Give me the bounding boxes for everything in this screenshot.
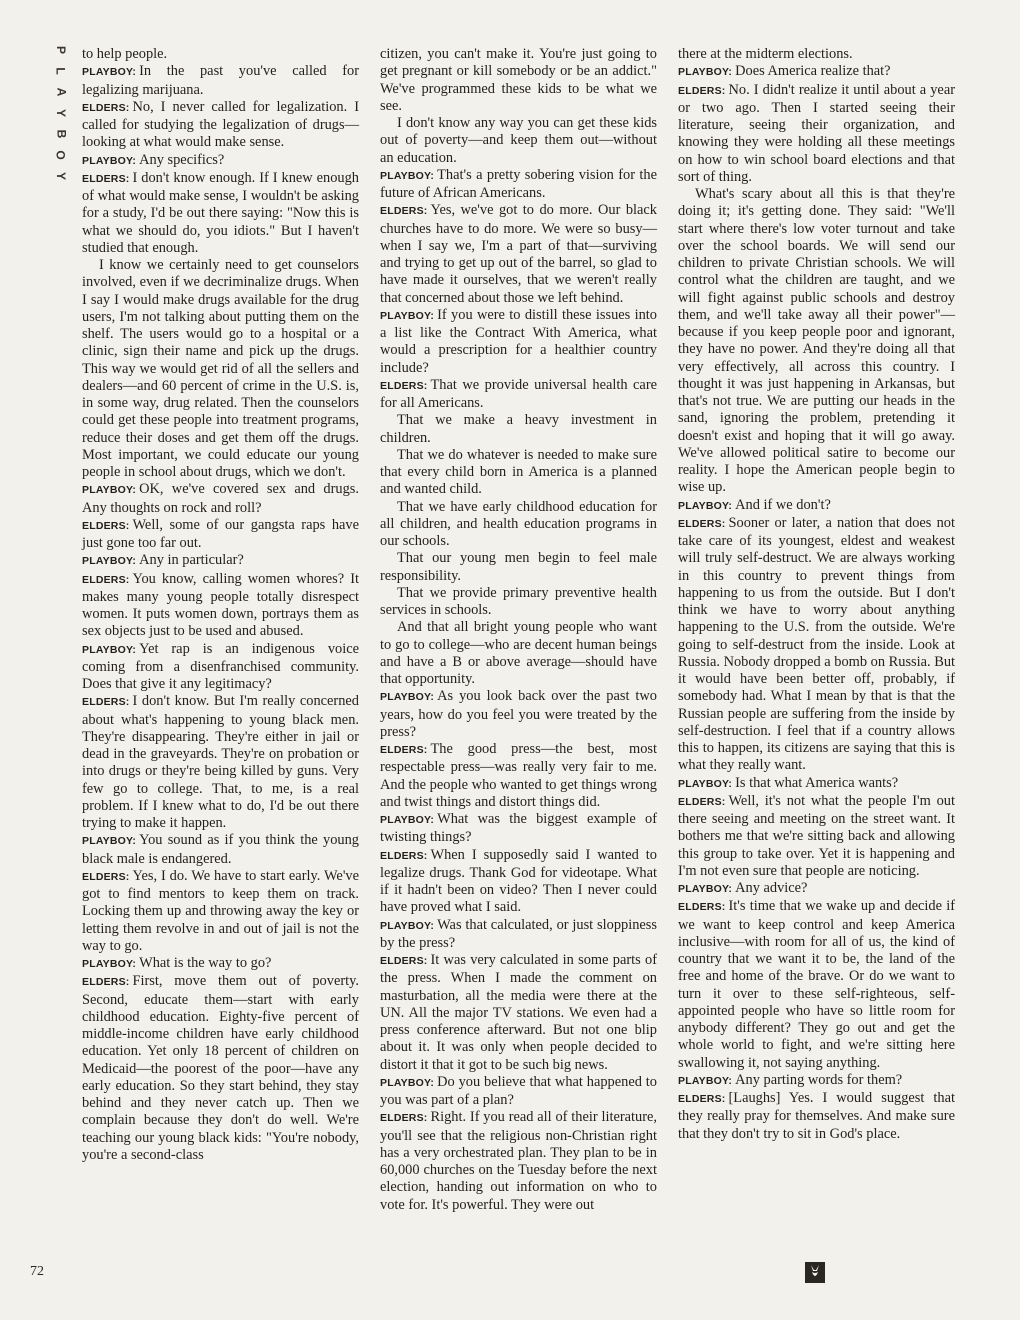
paragraph-text: [Laughs] Yes. I would suggest that they really pray for themselves. And make sure that they don't try to sit in God's place. (678, 1090, 955, 1142)
paragraph (380, 115, 657, 167)
paragraph (380, 447, 657, 499)
magazine-letter: L (54, 67, 68, 75)
speaker-label: PLAYBOY: (678, 777, 733, 790)
paragraph-text: Any specifics? (139, 151, 225, 168)
paragraph-text: That we do whatever is needed to make sure that every child born in America is a planned and wanted child. (380, 446, 657, 498)
paragraph (678, 898, 955, 1072)
paragraph (82, 99, 359, 152)
paragraph-text: No, I never called for legalization. I called for studying the legalization of drugs—looking at what would make sense. (82, 98, 359, 151)
paragraph (82, 571, 359, 641)
speaker-label: PLAYBOY: (82, 154, 137, 167)
paragraph (380, 499, 657, 551)
paragraph-text: there at the midterm elections. (678, 46, 853, 62)
paragraph-text: I know we certainly need to get counselors involved, even if we decriminalize drugs. When I say I would make drugs available for the drug users, I'm not talking about putting them on the shelf. The users would go to a hospital or a clinic, sign their name and pick up the drugs. This way we would get rid of all the sellers and dealers—and 60 percent of crime in the U.S. is, in some way, drug related. Then the counselors could get these people into treatment programs, reduce their doses and get them off the drugs. Most important, we could educate our young people in school about drugs, which we don't. (82, 257, 359, 480)
paragraph (82, 552, 359, 570)
speaker-label: PLAYBOY: (678, 499, 733, 512)
paragraph-text: You know, calling women whores? It makes many young people totally disrespect women. It puts women down, portrays them as sex objects just to be used and abused. (82, 570, 359, 640)
paragraph-text: I don't know enough. If I knew enough of what would make sense, I wouldn't be asking for a study, I'd be out there saying: "Now this is what we should do, you idiots." But I haven't studied that enough. (82, 169, 359, 256)
paragraph-text: What is the way to go? (139, 955, 272, 971)
speaker-label: ELDERS: (82, 172, 130, 185)
paragraph-text: to help people. (82, 46, 168, 62)
paragraph-text: The good press—the best, most respectable press—was really very fair to me. And the people who wanted to get things wrong and twist things and distort things did. (380, 741, 657, 810)
paragraph-text: If you were to distill these issues into a list like the Contract With America, what would a prescription for a healthier country include? (380, 306, 657, 376)
paragraph-text: Any in particular? (139, 552, 244, 569)
speaker-label: ELDERS: (380, 849, 428, 862)
paragraph-text: Is that what America wants? (735, 774, 899, 791)
speaker-label: PLAYBOY: (82, 555, 137, 568)
paragraph-text: Yes, I do. We have to start early. We've got to find mentors to keep them on track. Locking them up and throwing away the key or letting them revolve in and out of jail is not the way to go. (82, 867, 359, 954)
paragraph (380, 847, 657, 917)
paragraph (82, 152, 359, 170)
paragraph (380, 550, 657, 585)
magazine-letter: P (53, 45, 68, 55)
paragraph-text: That our young men begin to feel male responsibility. (380, 550, 657, 584)
paragraph-text: Sooner or later, a nation that does not take care of its youngest, eldest and weakest will truly self-destruct. We are always working in this country to prevent things from happening to us from the outside. But I don't think we have to worry about anything happening to the U.S. from the outside. We're going to self-destruct from the inside. Look at Russia. Nobody dropped a bomb on Russia. But it would have been better off, probably, if somebody had. What I mean by that is that the Russian people are suffering from the inside by self-destruction. I feel that if a country allows this to happen, its citizens are saying that this is what they really want. (678, 514, 956, 774)
paragraph (380, 412, 657, 447)
paragraph-text: When I supposedly said I wanted to legalize drugs. Thank God for videotape. What if it hadn't been on video? Then I never could have proved what I said. (380, 846, 657, 916)
speaker-label: ELDERS: (82, 573, 130, 586)
speaker-label: PLAYBOY: (82, 835, 137, 848)
speaker-label: PLAYBOY: (678, 883, 733, 895)
paragraph-text: What's scary about all this is that they're doing it; it's getting done. They said: "We'll start where there's low voter turnout and take over the school boards. We will send our children to private Christian schools. We will control what the children are taught, and we will fight against public schools and destroy them, and we'll take away all their power"—because if you keep people poor and ignorant, they have no power. And they're doing all that very effectively, all across this country. I thought it was just happening in Arkansas, but that's not true. We are putting our heads in the sand, ignoring the problem, pretending it doesn't exist and hoping that it will go away. We've allowed political satire to become our reality. I hope the American people begin to wise up. (678, 186, 955, 496)
speaker-label: PLAYBOY: (380, 691, 435, 704)
paragraph-text: And if we don't? (735, 496, 831, 513)
page-number: 72 (30, 1264, 44, 1279)
paragraph (380, 46, 657, 115)
paragraph-text: It's time that we wake up and decide if we want to keep control and keep America inclusive—with room for all of us, the kind of country that we want it to be, the land of the free and home of the brave. Or do we want to turn it over to these self-righteous, self-appointed people who have so little room for anybody different? They go out and get the whole world to fight, and we're sitting here swallowing it, not saying anything. (678, 898, 955, 1071)
paragraph-text: Do you believe that what happened to you was part of a plan? (380, 1073, 657, 1108)
paragraph-text: I don't know any way you can get these kids out of poverty—and keep them out—without an education. (380, 115, 657, 166)
speaker-label: PLAYBOY: (678, 1074, 733, 1087)
paragraph-text: You sound as if you think the young black male is endangered. (82, 832, 359, 867)
paragraph-text: citizen, you can't make it. You're just going to get pregnant or kill somebody or be an addict." We've programmed these kids to be what we see. (380, 46, 657, 114)
paragraph (82, 973, 359, 1164)
paragraph-text: In the past you've called for legalizing marijuana. (82, 63, 359, 98)
paragraph (380, 688, 657, 741)
speaker-label: PLAYBOY: (380, 169, 435, 182)
magazine-letter: A (53, 87, 68, 97)
paragraph (380, 1109, 657, 1214)
paragraph-text: Yet rap is an indigenous voice coming from a disenfranchised community. Does that give it any legitimacy? (82, 640, 359, 692)
speaker-label: PLAYBOY: (380, 919, 435, 932)
speaker-label: PLAYBOY: (82, 958, 137, 970)
paragraph (82, 46, 359, 63)
paragraph-text: That's a pretty sobering vision for the future of African Americans. (380, 166, 657, 201)
paragraph-text: I don't know. But I'm really concerned about what's happening to young black men. They're disappearing. They're either in jail or dead in the graveyards. They're on probation or into drugs or they're being killed by guns. Very few go to college. That, to me, is a real problem. If I knew what to do, I'd be out there trying to make it happen. (82, 693, 359, 831)
speaker-label: PLAYBOY: (380, 309, 435, 322)
speaker-label: ELDERS: (678, 901, 726, 914)
paragraph-text: What was the biggest example of twisting things? (380, 811, 657, 846)
paragraph (380, 202, 657, 307)
paragraph-text: Yes, we've got to do more. Our black churches have to do more. We were so busy—when I say we, I'm a part of that—surviving and trying to get up out of the barrel, so glad to have made it ourselves, that we weren't really that concerned about those we left behind. (380, 202, 657, 306)
paragraph (678, 46, 955, 63)
paragraph-text: As you look back over the past two years, how do you feel you were treated by the press? (380, 688, 657, 740)
paragraph (678, 186, 955, 497)
paragraph-text: First, move them out of poverty. Second, educate them—start with early childhood education. Eighty-five percent of middle-income children have early childhood education. Yet only 18 percent of children on Medicaid—the poorest of the poor—have any early education. So they start behind, they stay behind and they never catch up. Then we complain because they don't do well. We're teaching our young black kids: "You're nobody, you're a second-class (82, 973, 359, 1163)
magazine-letter: B (53, 129, 68, 139)
text-column-2 (380, 46, 657, 1214)
paragraph-text: Well, some of our gangsta raps have just gone too far out. (82, 516, 359, 551)
paragraph (380, 741, 657, 811)
paragraph-text: Any parting words for them? (735, 1071, 903, 1088)
speaker-label: PLAYBOY: (678, 66, 733, 79)
paragraph (380, 917, 657, 953)
paragraph-text: Was that calculated, or just sloppiness by the press? (380, 916, 657, 951)
speaker-label: PLAYBOY: (82, 643, 137, 656)
paragraph (678, 1072, 955, 1090)
magazine-letter: Y (53, 108, 68, 118)
paragraph-text: It was very calculated in some parts of the press. When I made the comment on masturbation, all the media were there at the UN. All the major TV stations. We even had a press conference afterward. But not one blip about it. It was only when people decided to distort it that it got to be such big news. (380, 952, 657, 1073)
paragraph (82, 481, 359, 517)
magazine-name-vertical (50, 44, 72, 182)
speaker-label: PLAYBOY: (82, 484, 137, 497)
paragraph (380, 619, 657, 688)
speaker-label: ELDERS: (82, 101, 130, 114)
paragraph (678, 793, 955, 880)
paragraph (380, 307, 657, 377)
paragraph (678, 1090, 955, 1143)
paragraph-text: That we provide primary preventive health services in schools. (380, 584, 657, 618)
paragraph (678, 82, 955, 187)
paragraph (82, 641, 359, 694)
speaker-label: ELDERS: (380, 379, 428, 392)
paragraph-text: And that all bright young people who want to go to college—who are decent human beings and have a B or above average—should have that opportunity. (380, 619, 657, 687)
paragraph (380, 1074, 657, 1110)
speaker-label: PLAYBOY: (380, 1076, 435, 1089)
speaker-label: ELDERS: (380, 1112, 428, 1125)
paragraph (380, 377, 657, 413)
paragraph (380, 811, 657, 847)
text-column-1 (82, 46, 359, 1164)
paragraph (678, 880, 955, 898)
paragraph (82, 955, 359, 973)
speaker-label: ELDERS: (380, 955, 428, 967)
paragraph-text: That we provide universal health care for all Americans. (380, 376, 657, 411)
paragraph (678, 63, 955, 81)
speaker-label: ELDERS: (678, 84, 726, 97)
paragraph (678, 775, 955, 793)
paragraph (380, 167, 657, 203)
paragraph (380, 585, 657, 620)
paragraph-text: Well, it's not what the people I'm out there seeing and meeting on the street want. It bothers me that we're sitting back and allowing this group to take over. Yet it is happening and I'm not even sure that people are noticing. (678, 792, 955, 879)
paragraph (678, 515, 955, 775)
speaker-label: ELDERS: (82, 696, 130, 709)
speaker-label: ELDERS: (678, 517, 726, 530)
paragraph (82, 832, 359, 868)
paragraph-text: No. I didn't realize it until about a year or two ago. Then I started seeing their literature, seeing their organization, and knowing they were holding all these meetings on how to win school board elections and that sort of thing. (678, 81, 955, 185)
speaker-label: ELDERS: (82, 976, 130, 989)
speaker-label: ELDERS: (380, 205, 428, 218)
paragraph-text: That we have early childhood education for all children, and health education programs in our schools. (380, 498, 657, 549)
magazine-letter: O (54, 150, 68, 160)
paragraph-text: Right. If you read all of their literature, you'll see that the religious non-Christian right has a very orchestrated plan. They plan to be in 60,000 churches on the Tuesday before the next election, handing out information on who to vote for. It's powerful. They were out (380, 1109, 657, 1213)
paragraph-text: OK, we've covered sex and drugs. Any thoughts on rock and roll? (82, 481, 359, 516)
paragraph (380, 952, 657, 1074)
speaker-label: ELDERS: (678, 795, 726, 808)
paragraph (82, 693, 359, 832)
speaker-label: ELDERS: (380, 744, 428, 756)
speaker-label: ELDERS: (678, 1093, 726, 1105)
paragraph (82, 517, 359, 553)
magazine-letter: Y (53, 171, 68, 181)
paragraph-text: That we make a heavy investment in children. (380, 412, 657, 446)
paragraph (82, 257, 359, 481)
paragraph (82, 63, 359, 99)
paragraph-text: Does America realize that? (735, 63, 891, 80)
speaker-label: ELDERS: (82, 870, 130, 883)
text-column-3 (678, 46, 955, 1143)
paragraph-text: Any advice? (735, 880, 808, 896)
speaker-label: PLAYBOY: (82, 66, 137, 79)
speaker-label: ELDERS: (82, 519, 130, 532)
speaker-label: PLAYBOY: (380, 814, 435, 826)
paragraph (678, 497, 955, 515)
rabbit-head-icon (805, 1262, 825, 1283)
paragraph (82, 868, 359, 955)
paragraph (82, 170, 359, 257)
